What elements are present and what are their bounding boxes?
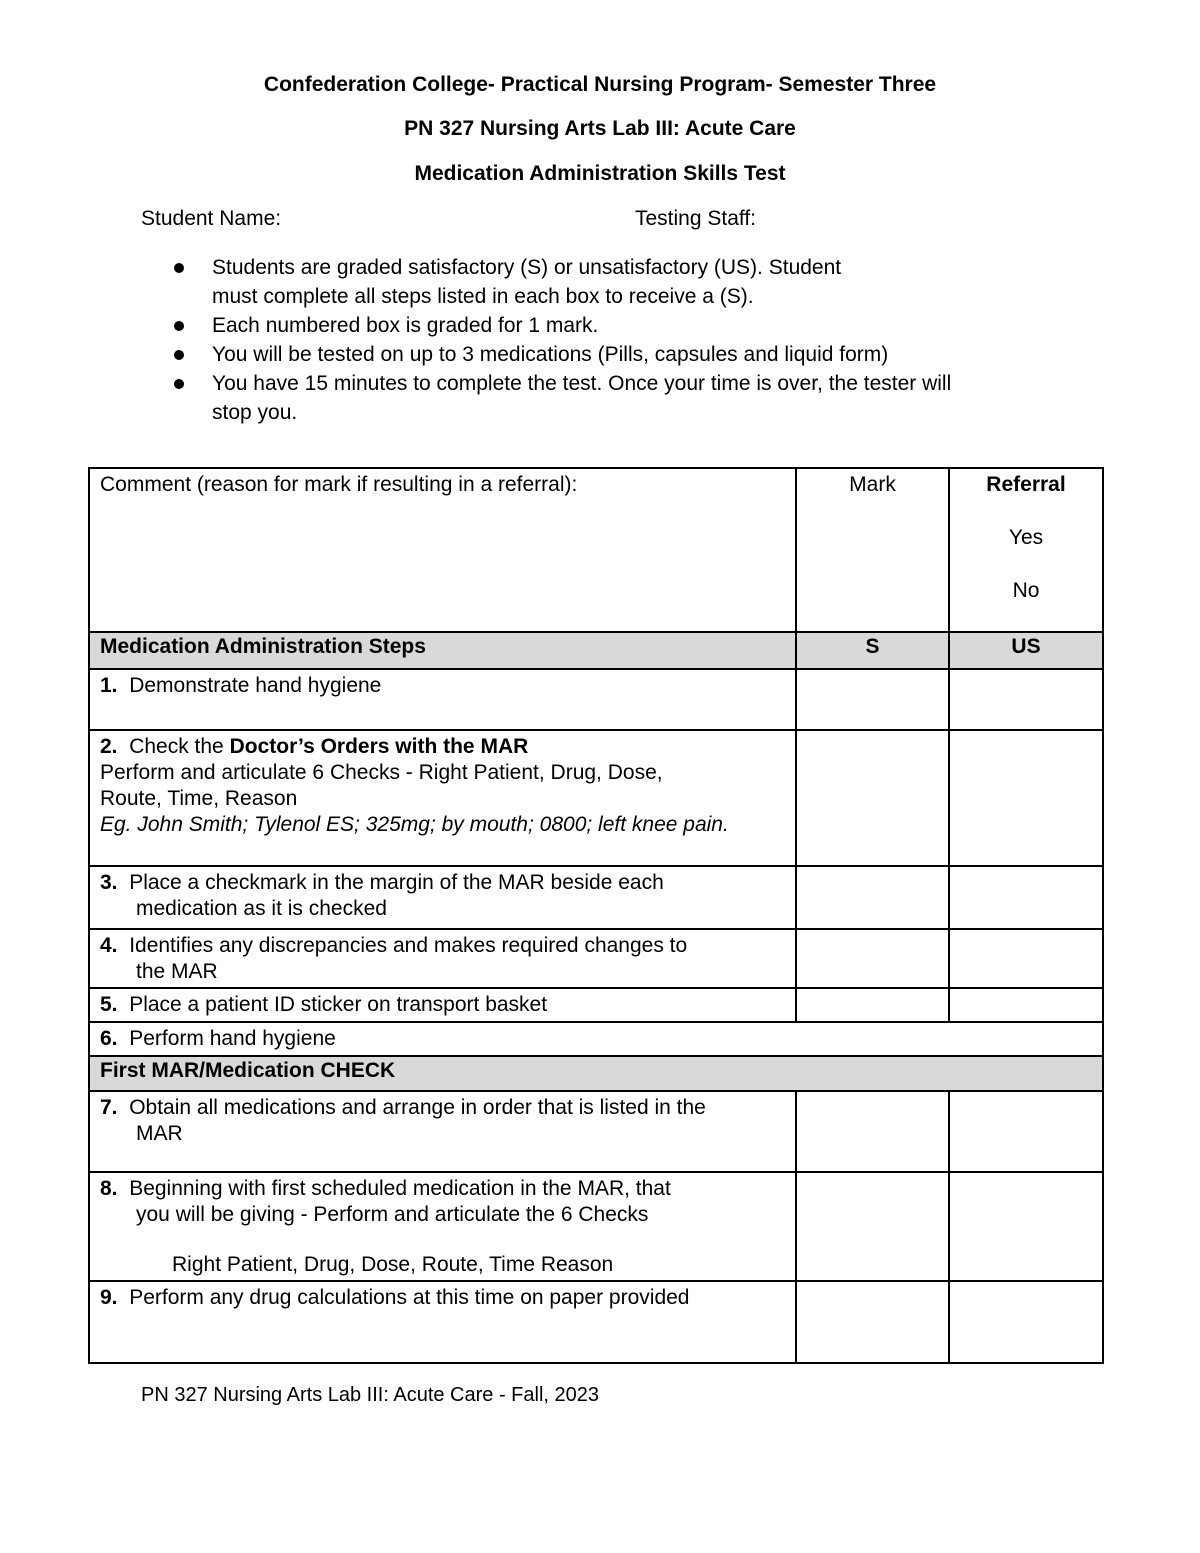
bullet-icon	[174, 379, 184, 389]
step-cell: 9. Perform any drug calculations at this time on paper provided	[89, 1281, 796, 1363]
referral-label: Referral	[986, 473, 1066, 496]
table-row	[89, 1091, 1103, 1172]
us-checkbox-cell[interactable]	[949, 1172, 1103, 1281]
step-cell: 6. Perform hand hygiene	[89, 1022, 1103, 1056]
table-row	[89, 669, 1103, 730]
s-checkbox-cell[interactable]	[796, 669, 949, 730]
step-cell: 3. Place a checkmark in the margin of the MAR beside each medication as it is checked	[89, 866, 796, 929]
header-course: PN 327 Nursing Arts Lab III: Acute Care	[404, 117, 796, 140]
table-row	[89, 929, 1103, 988]
column-us: US	[949, 632, 1103, 669]
table-row	[89, 1022, 1103, 1056]
step-cell: 5. Place a patient ID sticker on transport basket	[89, 988, 796, 1022]
table-row	[89, 1281, 1103, 1363]
table-row	[89, 866, 1103, 929]
step-cell: 1. Demonstrate hand hygiene	[89, 669, 796, 730]
section-title: Medication Administration Steps	[89, 632, 796, 669]
instruction-item: Each numbered box is graded for 1 mark.	[170, 311, 1070, 340]
section-title: First MAR/Medication CHECK	[89, 1056, 1103, 1091]
referral-cell[interactable]	[949, 468, 1103, 632]
instruction-item: You have 15 minutes to complete the test. Once your time is over, the tester will stop you.	[170, 369, 1070, 427]
instruction-item: You will be tested on up to 3 medications (Pills, capsules and liquid form)	[170, 340, 1070, 369]
instruction-item: Students are graded satisfactory (S) or unsatisfactory (US). Student must complete all steps listed in each box to receive a (S).	[170, 253, 1070, 311]
section-header-row	[89, 632, 1103, 669]
s-checkbox-cell[interactable]	[796, 866, 949, 929]
step-cell: 7. Obtain all medications and arrange in order that is listed in the MAR	[89, 1091, 796, 1172]
us-checkbox-cell[interactable]	[949, 730, 1103, 866]
bullet-icon	[174, 321, 184, 331]
s-checkbox-cell[interactable]	[796, 988, 949, 1022]
table-row	[89, 730, 1103, 866]
s-checkbox-cell[interactable]	[796, 1172, 949, 1281]
s-checkbox-cell[interactable]	[796, 929, 949, 988]
table-row	[89, 988, 1103, 1022]
testing-staff-label: Testing Staff:	[635, 207, 757, 230]
us-checkbox-cell[interactable]	[949, 1281, 1103, 1363]
step-cell: 8. Beginning with first scheduled medication in the MAR, that you will be giving - Perform and articulate the 6 Checks Right Patient, Drug, Dose, Route, Time Reason	[89, 1172, 796, 1281]
us-checkbox-cell[interactable]	[949, 929, 1103, 988]
section-header-row	[89, 1056, 1103, 1091]
step-cell: 4. Identifies any discrepancies and makes required changes to the MAR	[89, 929, 796, 988]
us-checkbox-cell[interactable]	[949, 669, 1103, 730]
s-checkbox-cell[interactable]	[796, 1091, 949, 1172]
us-checkbox-cell[interactable]	[949, 988, 1103, 1022]
s-checkbox-cell[interactable]	[796, 730, 949, 866]
s-checkbox-cell[interactable]	[796, 1281, 949, 1363]
comment-row	[89, 468, 1103, 632]
referral-no[interactable]: No	[1012, 579, 1040, 602]
referral-yes[interactable]: Yes	[1008, 526, 1044, 549]
instructions-list	[170, 253, 1070, 427]
page-footer: PN 327 Nursing Arts Lab III: Acute Care - Fall, 2023	[141, 1384, 600, 1406]
us-checkbox-cell[interactable]	[949, 866, 1103, 929]
student-name-label: Student Name:	[141, 207, 282, 230]
table-row	[89, 1172, 1103, 1281]
bullet-icon	[174, 263, 184, 273]
mark-cell[interactable]: Mark	[796, 468, 949, 632]
bullet-icon	[174, 350, 184, 360]
header-college: Confederation College- Practical Nursing Program- Semester Three	[263, 73, 937, 96]
header-test-title: Medication Administration Skills Test	[414, 162, 786, 185]
skills-table	[88, 467, 1104, 1364]
step-cell: 2. Check the Doctor’s Orders with the MAR Perform and articulate 6 Checks - Right Patient, Drug, Dose, Route, Time, Reason Eg. John Smith; Tylenol ES; 325mg; by mouth; 0800; left knee pain.	[89, 730, 796, 866]
us-checkbox-cell[interactable]	[949, 1091, 1103, 1172]
comment-cell[interactable]: Comment (reason for mark if resulting in a referral):	[89, 468, 796, 632]
column-s: S	[796, 632, 949, 669]
